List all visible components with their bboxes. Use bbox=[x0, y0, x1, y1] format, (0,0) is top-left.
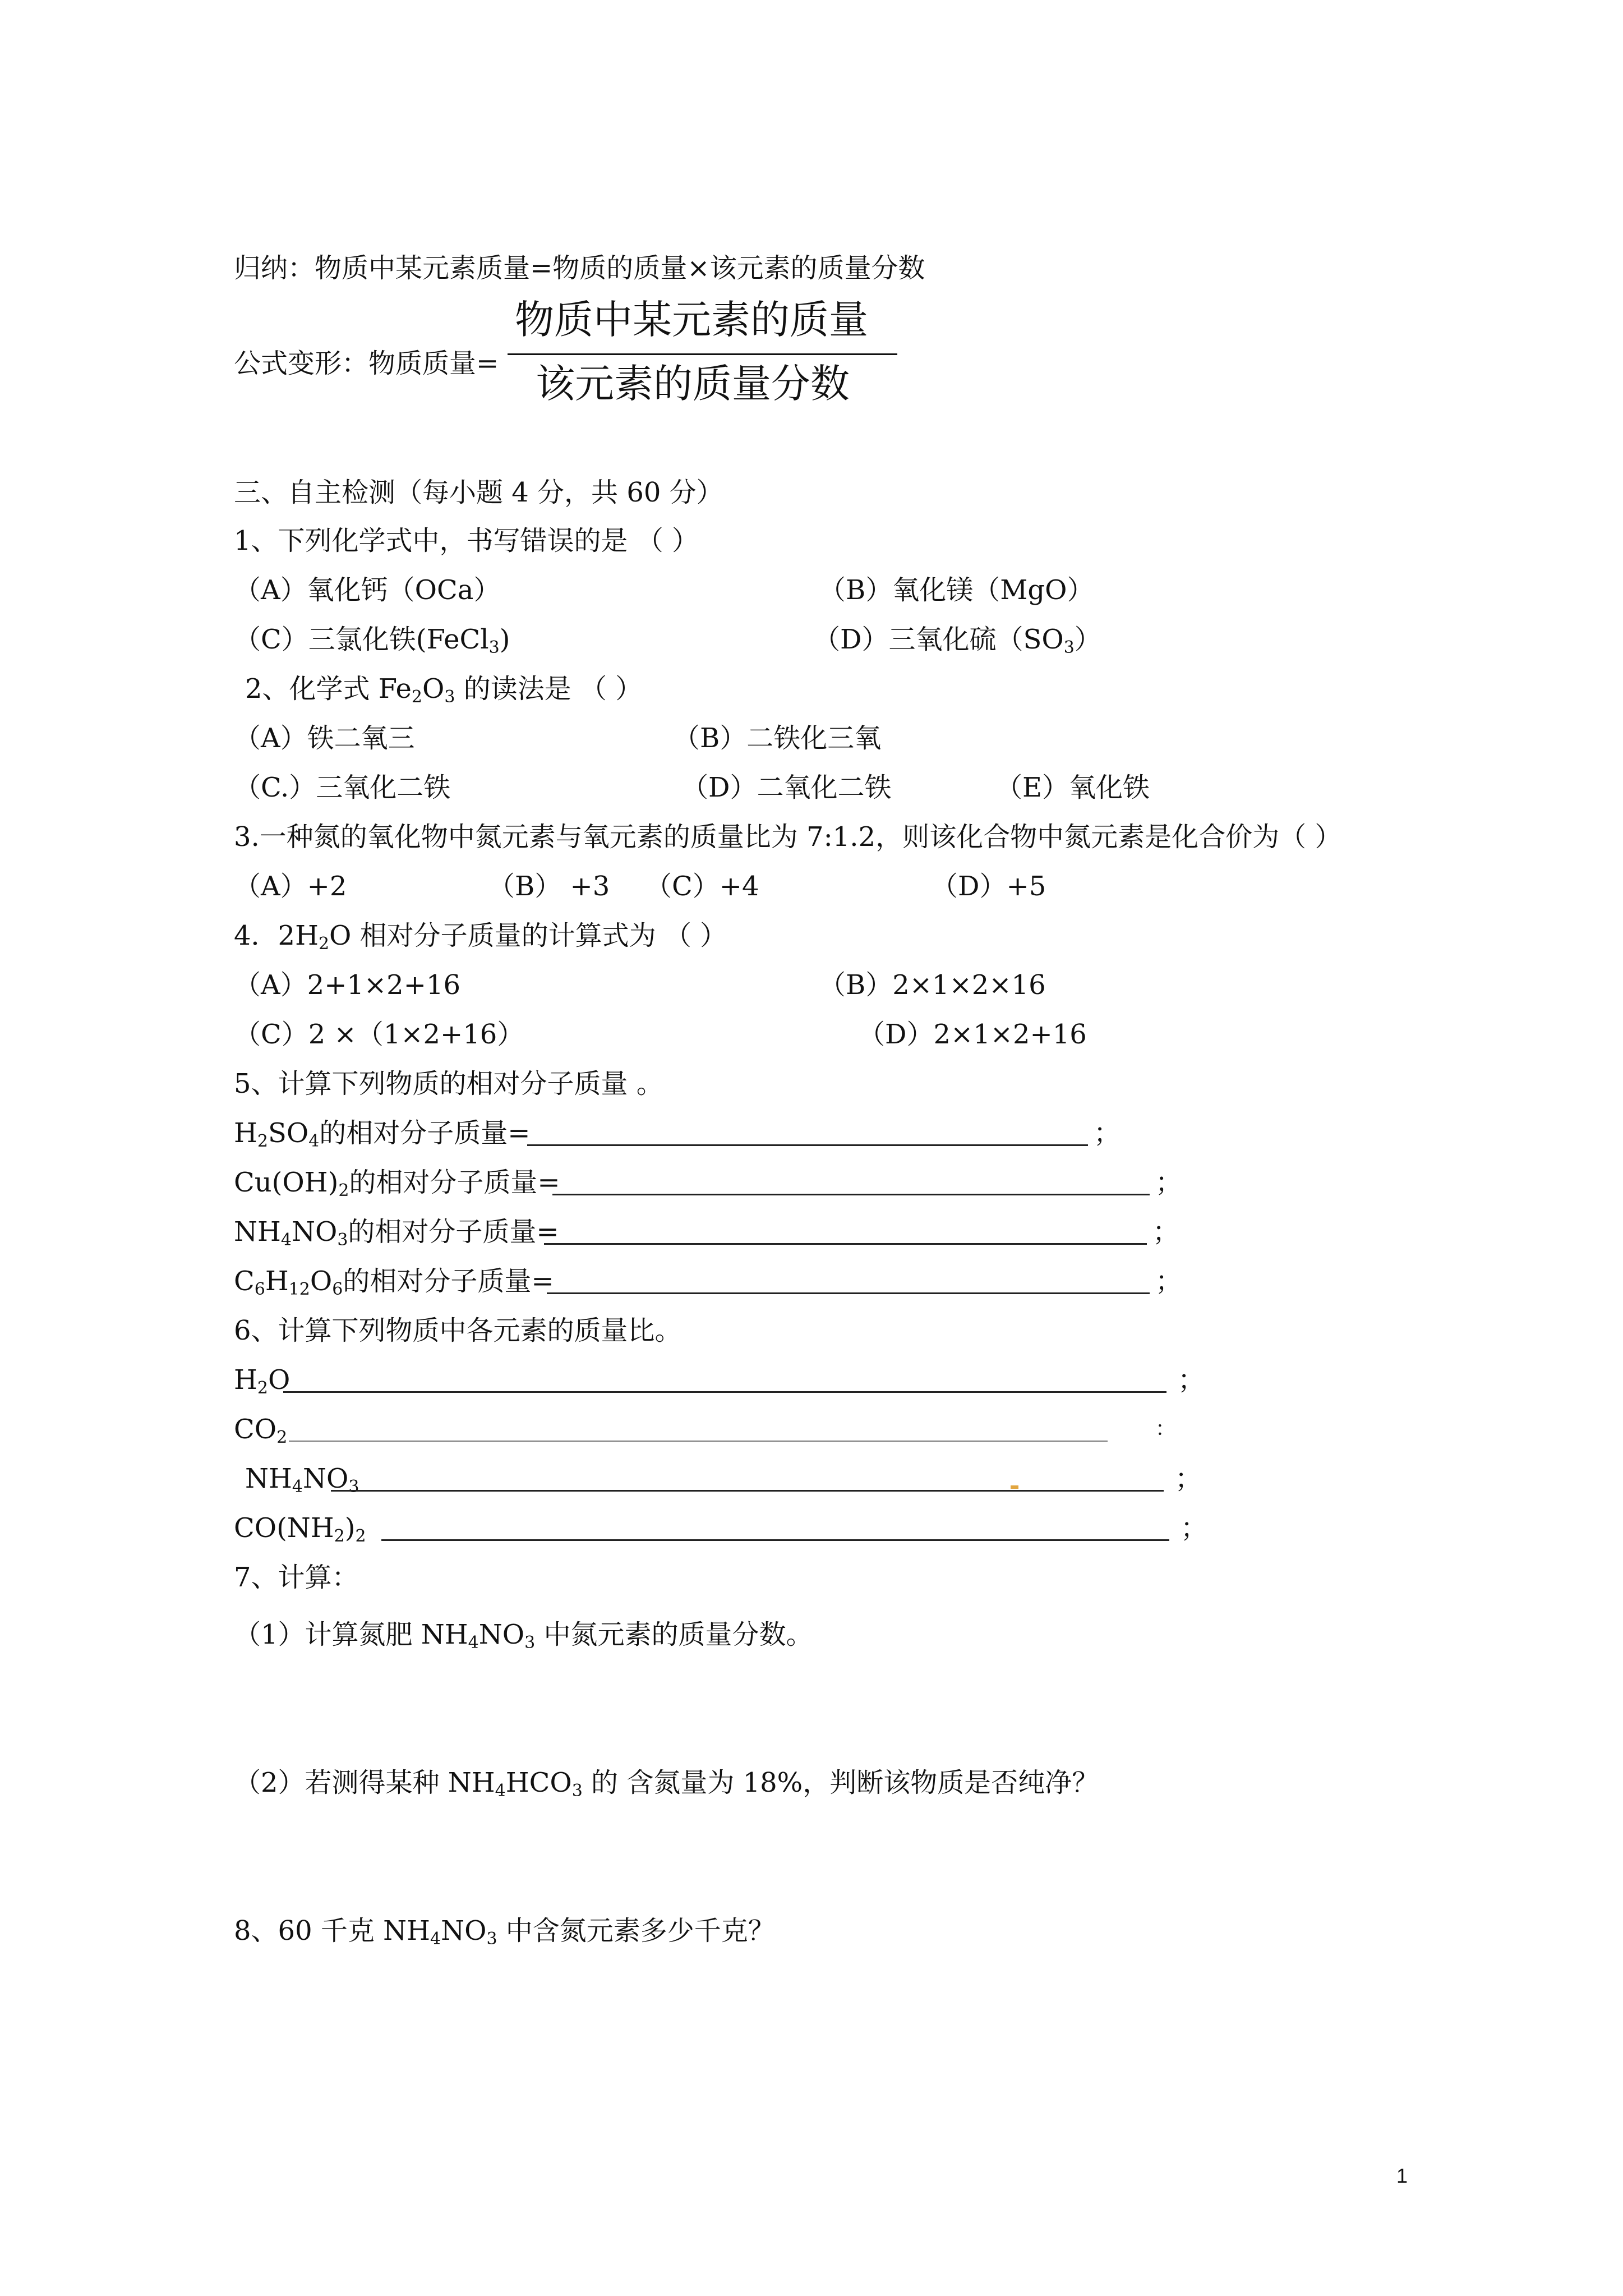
q4-option-a: （A）2+1×2+16 bbox=[234, 969, 461, 1001]
q5-h2so4-end: ； bbox=[1094, 1117, 1121, 1149]
q3-option-a: （A）+2 bbox=[234, 871, 347, 902]
q6-conh22-answer-blank[interactable] bbox=[381, 1539, 1169, 1541]
q3-option-c: （C）+4 bbox=[645, 871, 759, 902]
q8-stem: 8、60 千克 $NH_4NO_3$ 中含氮元素多少千克？ bbox=[234, 1915, 775, 1949]
summary-line: 归纳：物质中某元素质量=物质的质量×该元素的质量分数 bbox=[234, 252, 925, 284]
q6-nh4no3-answer-blank[interactable] bbox=[331, 1490, 1164, 1492]
q4-stem: 4．$2H_2O$ 相对分子质量的计算式为 （ ） bbox=[234, 920, 727, 954]
q4-option-c: （C）2 ×（1×2+16） bbox=[234, 1019, 524, 1050]
q1-option-d: （D）三氧化硫$(SO_3)$ bbox=[813, 624, 1101, 657]
q5-nh4no3-end: ； bbox=[1152, 1216, 1180, 1248]
q6-co2-end: ： bbox=[1155, 1418, 1176, 1441]
q5-stem: 5、计算下列物质的相对分子质量 。 bbox=[234, 1068, 663, 1099]
q5-item-h2so4-label: $H_2SO_4$的相对分子质量= bbox=[234, 1117, 531, 1151]
q7-part2: （2）若测得某种 $NH_4HCO_3$ 的 含氮量为 18%，判断该物质是否纯净？ bbox=[234, 1767, 1099, 1801]
q6-co2-answer-blank[interactable] bbox=[289, 1441, 1108, 1442]
formula-denominator: 该元素的质量分数 bbox=[536, 361, 850, 407]
q5-cuoh2-answer-blank[interactable] bbox=[552, 1194, 1150, 1195]
q6-h2o-answer-blank[interactable] bbox=[283, 1391, 1166, 1393]
q6-stem: 6、计算下列物质中各元素的质量比。 bbox=[234, 1315, 682, 1346]
q2-option-c: （C.）三氧化二铁 bbox=[234, 772, 451, 803]
q6-h2o-end: ； bbox=[1178, 1364, 1205, 1396]
q7-part1: （1）计算氮肥 $NH_4NO_3$ 中氮元素的质量分数。 bbox=[234, 1619, 813, 1653]
q1-option-a: （A）氧化钙（OCa） bbox=[234, 574, 501, 606]
q5-glucose-answer-blank[interactable] bbox=[547, 1292, 1150, 1294]
q2-option-e: （E）氧化铁 bbox=[995, 772, 1150, 803]
q6-h2o-label: $H_2O$ bbox=[234, 1364, 291, 1398]
q2-option-d: （D）二氧化二铁 bbox=[681, 772, 892, 803]
q2-option-a: （A）铁二氧三 bbox=[234, 723, 415, 754]
q6-conh22-end: ； bbox=[1181, 1512, 1208, 1544]
q6-nh4no3-label: $NH_4NO_3$ bbox=[245, 1463, 359, 1497]
q2-option-b: （B）二铁化三氧 bbox=[673, 723, 882, 754]
q5-item-nh4no3-label: $NH_4NO_3$的相对分子质量= bbox=[234, 1216, 559, 1250]
q3-option-d: （D）+5 bbox=[931, 871, 1046, 902]
q6-nh4no3-end: ； bbox=[1175, 1463, 1202, 1494]
q4-option-d: （D）2×1×2+16 bbox=[858, 1019, 1087, 1050]
q5-item-glucose-label: $C_6H_{12}O_6$的相对分子质量= bbox=[234, 1266, 554, 1299]
formula-numerator: 物质中某元素的质量 bbox=[515, 297, 868, 343]
q5-item-cuoh2-label: $Cu(OH)_2$的相对分子质量= bbox=[234, 1167, 560, 1200]
fraction-bar bbox=[508, 353, 897, 355]
q2-stem: 2、化学式 $Fe_2O_3$ 的读法是 （ ） bbox=[245, 673, 643, 707]
q1-option-c: （C）三氯化铁(FeCl$_3$) bbox=[234, 624, 510, 657]
formula-prefix: 公式变形：物质质量= bbox=[234, 348, 499, 379]
q1-stem: 1、下列化学式中，书写错误的是 （ ） bbox=[234, 525, 699, 556]
highlight-mark bbox=[1011, 1485, 1018, 1489]
q6-co2-label: $CO_2$ bbox=[234, 1414, 288, 1447]
q5-cuoh2-end: ； bbox=[1155, 1167, 1183, 1198]
q6-conh22-label: $CO(NH_2)_2$ bbox=[234, 1512, 366, 1546]
q5-nh4no3-answer-blank[interactable] bbox=[544, 1243, 1147, 1245]
q5-glucose-end: ； bbox=[1155, 1266, 1183, 1297]
page-number: 1 bbox=[1396, 2164, 1408, 2187]
q3-option-b: （B） +3 bbox=[488, 871, 610, 902]
q5-h2so4-answer-blank[interactable] bbox=[527, 1144, 1088, 1146]
q7-stem: 7、计算： bbox=[234, 1562, 359, 1593]
section-title: 三、自主检测（每小题 4 分，共 60 分） bbox=[234, 477, 723, 508]
q1-option-b: （B）氧化镁（MgO） bbox=[819, 574, 1094, 606]
q3-stem: 3.一种氮的氧化物中氮元素与氧元素的质量比为 7:1.2，则该化合物中氮元素是化合价为（ ） bbox=[234, 821, 1342, 853]
q4-option-b: （B）2×1×2×16 bbox=[819, 969, 1046, 1001]
